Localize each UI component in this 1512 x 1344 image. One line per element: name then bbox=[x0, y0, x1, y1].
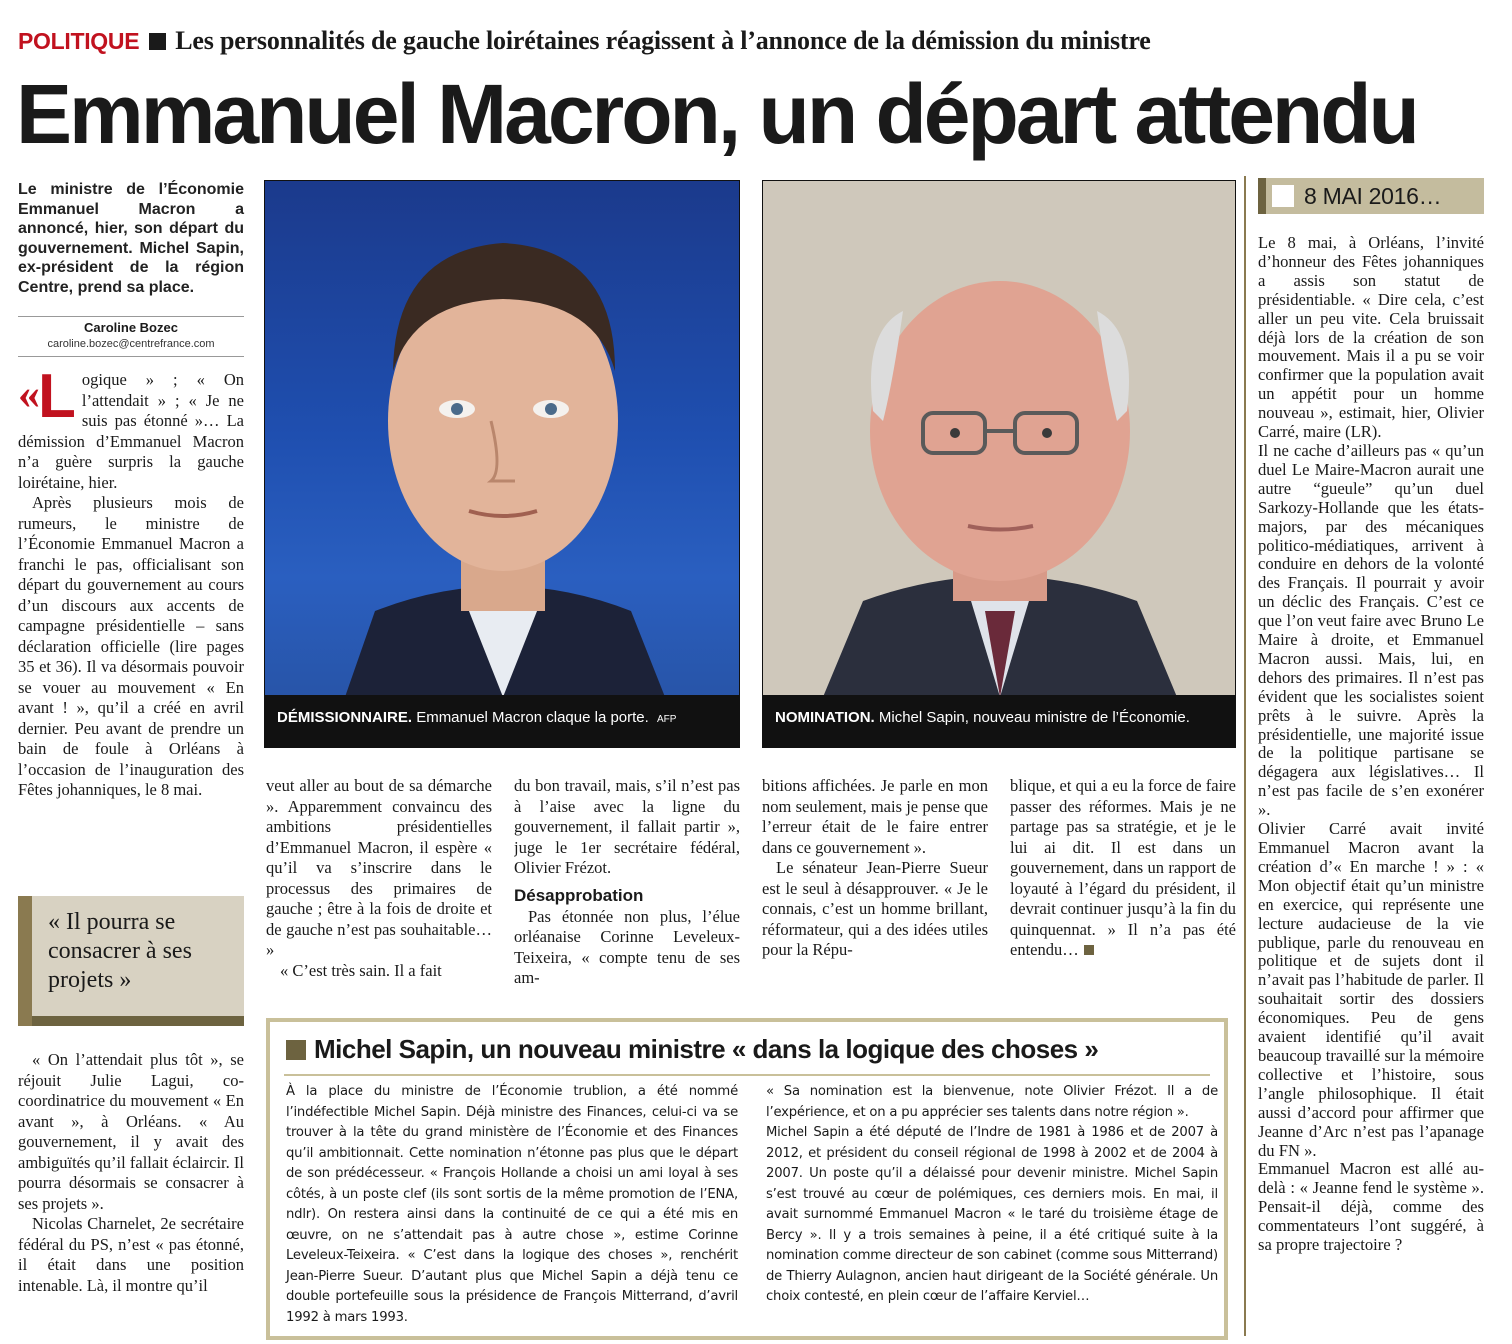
article-paragraph: du bon travail, mais, s’il n’est pas à l’aise avec la ligne du gouvernement, il fallait partir », juge le 1er secrétaire fédéral, Olivier Frézot. bbox=[514, 776, 740, 877]
photo-credit: AFP bbox=[656, 714, 677, 725]
byline-rule-top bbox=[18, 316, 244, 317]
photo-macron bbox=[264, 180, 740, 748]
article-paragraph bbox=[18, 370, 244, 493]
pull-quote-text: « Il pourra se consacrer à ses projets » bbox=[48, 909, 192, 993]
portrait-illustration-sapin bbox=[763, 181, 1236, 697]
box-square-icon bbox=[286, 1040, 306, 1060]
sidebar-tag-square-icon bbox=[1272, 185, 1294, 207]
article-column-5 bbox=[1010, 776, 1236, 1008]
sidebar-paragraph: Emmanuel Macron est allé au-delà : « Jeanne fend le système ». Pensait-il déjà, comme des commentateurs l’ont suggéré, à sa propre trajectoire ? bbox=[1258, 1159, 1484, 1255]
portrait-illustration-macron bbox=[265, 181, 740, 697]
article-column-2 bbox=[266, 776, 492, 1008]
article-paragraph: « C’est très sain. Il a fait bbox=[280, 960, 442, 980]
kicker-square-icon bbox=[149, 33, 166, 50]
article-column-1b bbox=[18, 1050, 244, 1340]
box-title-text: Michel Sapin, un nouveau ministre « dans la logique des choses » bbox=[314, 1034, 1099, 1064]
caption-text: Michel Sapin, nouveau ministre de l’Économie. bbox=[878, 709, 1190, 726]
article-paragraph: Nicolas Charnelet, 2e secrétaire fédéral du PS, n’est « pas étonné, il était dans une position intenable. Là, il montre qu’il bbox=[18, 1214, 244, 1295]
byline-name: Caroline Bozec bbox=[84, 320, 178, 335]
photo-caption bbox=[265, 695, 739, 747]
pull-quote bbox=[18, 896, 244, 1026]
dropcap-quote: « bbox=[18, 370, 40, 418]
dropcap bbox=[18, 370, 76, 431]
article-paragraph: « On l’attendait plus tôt », se réjouit Julie Lagui, co-coordinatrice du mouvement « En avant », à Orléans. « Au gouvernement, il y avait des ambiguïtés qu’il fallait éclaircir. Il pourra désormais se consacrer à ses projets ». bbox=[18, 1050, 244, 1213]
article-text: blique, et qui a eu la force de faire passer des réformes. Mais je ne partage pas sa stratégie, et je le lui ai dit. Il est dans un gouvernement, dans un rapport de loyauté à l’égard du président, il devrait continuer jusqu’à la fin du quinquennat. » Il n’a pas été entendu… bbox=[1010, 776, 1236, 959]
byline-rule-bottom bbox=[18, 356, 244, 357]
caption-text: Emmanuel Macron claque la porte. bbox=[416, 709, 649, 726]
sidebar-paragraph: Il ne cache d’ailleurs pas « qu’un duel Le Maire-Macron aurait une autre “gueule” qu’un duel Sarkozy-Hollande que les états-majors, par des mécaniques politico-médiatiques, arrivent à conduire en dehors de la volonté des Français. Il pourrait y avoir un déclic des Français. C’est ce que l’on veut faire avec Bruno Le Maire à droite, et Emmanuel Macron aussi. Mais, lui, en dehors des primaires. Il n’est pas évident que les socialistes soient prêts à le suivre. Après la présidentielle, une majorité issue de la politique partisane se dégagera aux législatives… Il n’est pas facile de s’en exonérer ». bbox=[1258, 440, 1484, 820]
sidebar-paragraph: Le 8 mai, à Orléans, l’invité d’honneur des Fêtes johanniques a assis son statut de présidentiable. « Dire cela, c’est aller un peu vite. Cela bruissait déjà lors de la création de son mouvement. Mais il a pu se voir confirmer que la population avait un appétit pour un homme nouveau », estimait, hier, Olivier Carré, maire (LR). bbox=[1258, 234, 1484, 442]
article-column-4 bbox=[762, 776, 988, 1008]
kicker-text: Les personnalités de gauche loirétaines réagissent à l’annonce de la démission du ministre bbox=[175, 26, 1151, 55]
article-paragraph: bitions affichées. Je parle en mon nom seulement, mais je pense que l’erreur était de le faire entrer dans ce gouvernement ». bbox=[762, 776, 988, 857]
box-paragraph: Michel Sapin a été député de l’Indre de 1981 à 1986 et de 2007 à 2012, et président du conseil régional de 1998 à 2002 et de 2004 à 2007. Un poste qu’il a délaissé pour devenir ministre. Michel Sapin s’est trouvé au cœur de polémiques, ces derniers mois. En mai, il avait surnommé Emmanuel Macron « le taré du troisième étage de Bercy ». Il y a trois semaines à peine, il a été critiqué suite à la nomination comme directeur de son cabinet (comme sous Mitterrand) de Thierry Aulagnon, ancien haut dirigeant de la Société générale. Un choix contesté, en plein cœur de l’affaire Kerviel… bbox=[766, 1125, 1218, 1304]
article-paragraph: Pas étonnée non plus, l’élue orléanaise Corinne Leveleux-Teixeira, « compte tenu de ses am- bbox=[514, 906, 740, 987]
article-paragraph: Après plusieurs mois de rumeurs, le ministre de l’Économie Emmanuel Macron a franchi le pas, officialisant son départ du gouvernement au cours d’un discours aux accents de campagne présidentielle – sans déclaration officielle (lire pages 35 et 36). Il va désormais pouvoir se vouer au mouvement « En avant ! », qu’il a créé en avril dernier. Peu avant de prendre un bain de foule à Orléans à l’occasion de l’inauguration des Fêtes johanniques, le 8 mai. bbox=[18, 493, 244, 799]
sidebar-tag bbox=[1258, 178, 1484, 214]
sidebar-tag-text: 8 MAI 2016… bbox=[1304, 182, 1442, 209]
photo-sapin bbox=[762, 180, 1236, 748]
subhead: Désapprobation bbox=[514, 885, 644, 905]
box-column-2 bbox=[766, 1082, 1218, 1308]
sidebar-rule bbox=[1244, 176, 1246, 1336]
section-label: POLITIQUE bbox=[18, 28, 140, 54]
dropcap-letter: L bbox=[38, 370, 76, 431]
article-paragraph bbox=[1010, 776, 1236, 961]
article-paragraph: veut aller au bout de sa démarche ». Apparemment convaincu des ambitions présidentielles d’Emmanuel Macron, il espère « qu’il va s’inscrire dans le processus des primaires de gauche ; être à la fois de droite et de gauche n’est pas souhaitable… » bbox=[266, 776, 492, 959]
sidebar-paragraph: Olivier Carré avait invité Emmanuel Macron avant la création d’« En marche ! » : « Mon objectif était qu’un ministre en exercice, qui représente une lecture audacieuse de la vie publique, parle du renouveau en politique et de sujets dont il n’avait pas l’habitude de parler. Il souhaitait sortir des dossiers économiques. Peu de gens avaient identifié qu’il avait beaucoup travaillé sur la mémoire collective et l’histoire, sous l’angle philosophique. Il était aussi d’accord pour affirmer que Jeanne d’Arc n’est pas l’apanage du FN ». bbox=[1258, 819, 1484, 1160]
lead-paragraph: Le ministre de l’Économie Emmanuel Macron a annoncé, hier, son départ du gouvernement. Michel Sapin, ex-président de la région Centre, prend sa place. bbox=[18, 181, 244, 296]
pull-quote-bar bbox=[32, 1016, 244, 1026]
byline-email: caroline.bozec@centrefrance.com bbox=[47, 338, 215, 350]
box-paragraph: « Sa nomination est la bienvenue, note Olivier Frézot. Il a de l’expérience, et on a pu apprécier ses talents dans notre région ». bbox=[766, 1084, 1218, 1120]
article-column-3 bbox=[514, 776, 740, 1008]
article-paragraph: Le sénateur Jean-Pierre Sueur est le seul à désapprouver. « Je le connais, c’est un homme brillant, réformateur, qui a des idées utiles pour la Répu- bbox=[762, 858, 988, 959]
headline: Emmanuel Macron, un départ attendu bbox=[16, 67, 1417, 161]
kicker-line bbox=[18, 26, 1151, 58]
sapin-box bbox=[266, 1018, 1228, 1340]
sidebar-column bbox=[1258, 234, 1484, 1338]
caption-label: NOMINATION. bbox=[775, 709, 875, 726]
box-rule bbox=[284, 1074, 1210, 1076]
box-title bbox=[286, 1034, 1098, 1065]
photo-caption bbox=[763, 695, 1235, 747]
box-column-1: À la place du ministre de l’Économie trublion, a été nommé l’indéfectible Michel Sapin. Déjà ministre des Finances, celui-ci va se trouver à la tête du grand ministère de l’Économie et des Finances qu’il ambitionnait. Cette nomination n’étonne pas plus que le départ de son prédécesseur. « François Hollande a choisi un ami loyal à ses côtés, à un poste clef (ils sont sortis de la même promotion de l’ENA, ndlr). On restera ainsi dans la continuité de ce qui a été mis en œuvre, on ne s’attendait pas à autre chose », estime Corinne Leveleux-Teixeira. « C’est dans la logique des choses », renchérit Jean-Pierre Sueur. D’autant plus que Michel Sapin a déjà tenu ce double portefeuille sous la présidence de François Mitterrand, d’avril 1992 à mars 1993. bbox=[286, 1084, 738, 1325]
end-mark-icon bbox=[1084, 945, 1094, 955]
article-text: ogique » ; « On l’attendait » ; « Je ne suis pas étonné »… La démission d’Emmanuel Macron n’a guère surpris la gauche loirétaine, hier. bbox=[18, 370, 244, 492]
caption-label: DÉMISSIONNAIRE. bbox=[277, 709, 413, 726]
article-column-1 bbox=[18, 370, 244, 880]
